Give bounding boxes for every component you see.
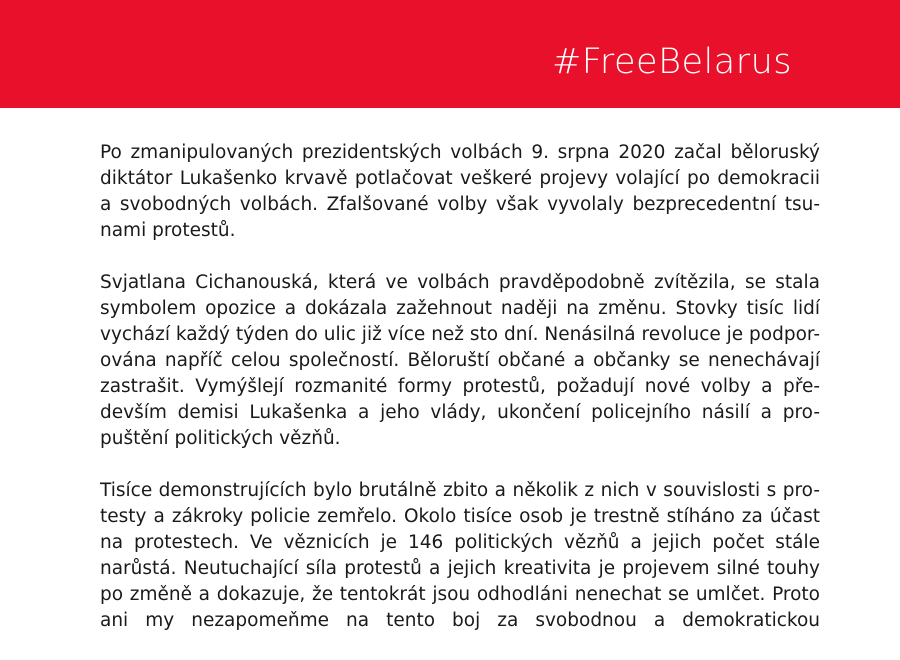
paragraph-2 xyxy=(100,270,820,452)
article-body xyxy=(100,140,820,660)
text-line: Tisíce demonstrujících bylo brutálně zbito a několik z nich v souvislosti s pro- xyxy=(100,480,820,501)
paragraph-3 xyxy=(100,478,820,634)
hashtag-title: #FreeBelarus xyxy=(551,42,792,82)
paragraph-1 xyxy=(100,140,820,244)
text-line: narůstá. Neutuchající síla protestů a jejich kreativita je projevem silné touhy xyxy=(100,558,820,579)
text-line: po změně a dokazuje, že tentokrát jsou odhodláni nenechat se umlčet. Proto xyxy=(100,584,820,605)
text-line: Po zmanipulovaných prezidentských volbách 9. srpna 2020 začal běloruský xyxy=(100,142,820,163)
text-line: symbolem opozice a dokázala zažehnout naději na změnu. Stovky tisíc lidí xyxy=(100,298,820,319)
text-line: na protestech. Ve věznicích je 146 politických vězňů a jejich počet stále xyxy=(100,532,820,553)
text-line: ována napříč celou společností. Běloruští občané a občanky se nenechávají xyxy=(100,350,820,371)
text-line: testy a zákroky policie zemřelo. Okolo tisíce osob je trestně stíháno za účast xyxy=(100,506,820,527)
text-line: diktátor Lukašenko krvavě potlačovat veškeré projevy volající po demokracii xyxy=(100,168,820,189)
header-banner xyxy=(0,0,900,108)
text-line: a svobodných volbách. Zfalšované volby však vyvolaly bezprecedentní tsu- xyxy=(100,194,820,215)
text-line: vychází každý týden do ulic již více než sto dní. Nenásilná revoluce je podpor- xyxy=(100,324,820,345)
text-line: devším demisi Lukašenka a jeho vlády, ukončení policejního násilí a pro- xyxy=(100,402,820,423)
text-line: ani my nezapomeňme na tento boj za svobodnou a demokratickou xyxy=(100,610,820,631)
text-line: puštění politických vězňů. xyxy=(100,428,341,449)
text-line: Svjatlana Cichanouská, která ve volbách pravděpodobně zvítězila, se stala xyxy=(100,272,820,293)
text-line: nami protestů. xyxy=(100,220,236,241)
text-line: zastrašit. Vymýšlejí rozmanité formy protestů, požadují nové volby a pře- xyxy=(100,376,820,397)
